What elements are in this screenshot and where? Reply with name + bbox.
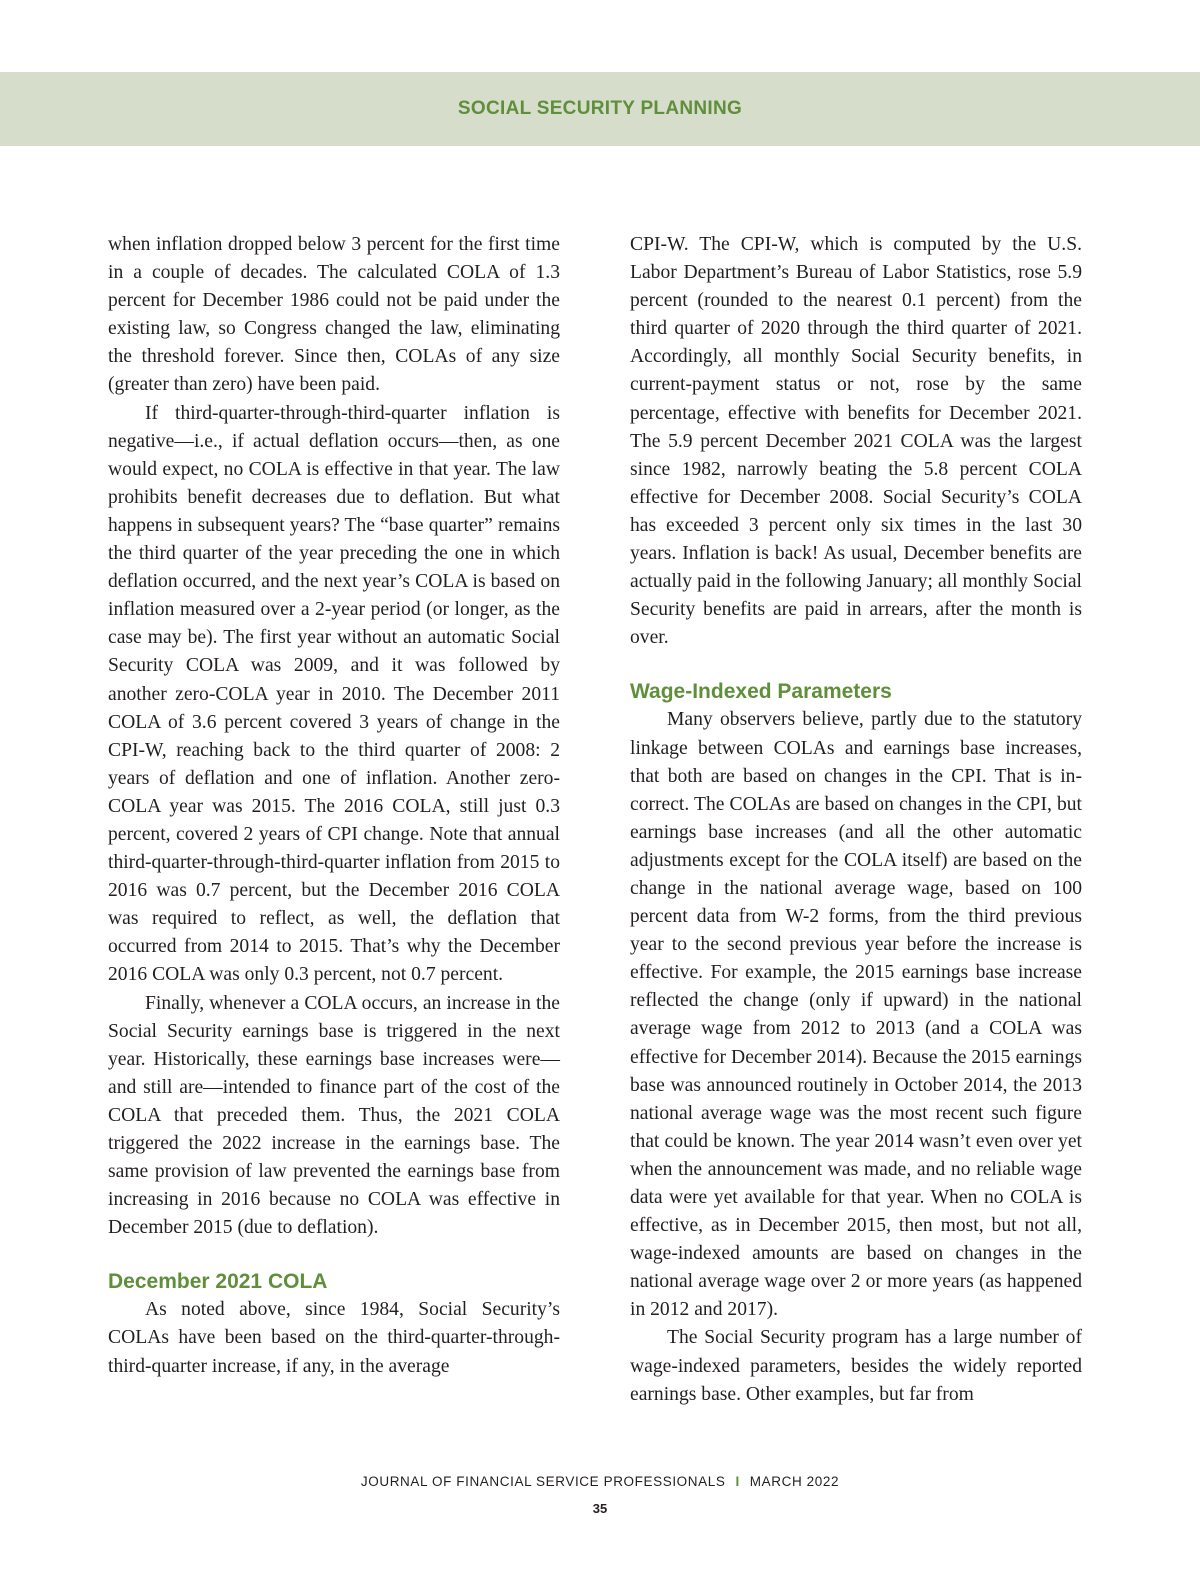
left-column [108, 231, 560, 1381]
page-footer [0, 1474, 1200, 1489]
issue-date: MARCH 2022 [749, 1474, 840, 1489]
paragraph: when inflation dropped below 3 percent for the first time in a couple of decades. The calculated COLA of 1.3 percent for December 1986 could not be paid under the existing law, so Congress changed the law, eliminating the threshold forever. Since then, COLAs of any size (greater than zero) have been paid. [108, 234, 560, 396]
paragraph: If third-quarter-through-third-quarter inflation is negative—i.e., if actual deflation occurs—then, as one would expect, no COLA is effective in that year. The law prohibits benefit decreases due to deflation. But what happens in subsequent years? The “base quarter” remains the third quarter of the year preceding the one in which deflation occurred, and the next year’s COLA is based on inflation measured over a 2-year period (or longer, as the case may be). The first year without an automatic Social Security COLA was 2009, and it was followed by another zero-COLA year in 2010. The December 2011 COLA of 3.6 percent covered 3 years of change in the CPI-W, reaching back to the third quarter of 2008: 2 years of deflation and one of inflation. Another zero-COLA year was 2015. The 2016 COLA, still just 0.3 percent, covered 2 years of CPI change. Note that annual third-quarter-through-third-quarter inflation from 2015 to 2016 was 0.7 percent, but the December 2016 COLA was required to reflect, as well, the deflation that occurred from 2014 to 2015. That’s why the December 2016 COLA was only 0.3 percent, not 0.7 percent. [108, 402, 560, 986]
right-column [630, 231, 1082, 1409]
paragraph: As noted above, since 1984, Social Security’s COLAs have been based on the third-quarter-through-third-quarter increase, if any, in the average [108, 1299, 560, 1377]
footer-separator: I [735, 1474, 740, 1489]
section-heading: Wage-Indexed Parameters [630, 680, 892, 704]
section-title: SOCIAL SECURITY PLANNING [457, 98, 743, 119]
page-number: 35 [592, 1501, 608, 1516]
section-header-band [0, 72, 1200, 146]
paragraph: Finally, whenever a COLA occurs, an increase in the Social Security earnings base is triggered in the next year. Historically, these earnings base increases were—and still are—intended to finance part of the cost of the COLA that preceded them. Thus, the 2021 COLA triggered the 2022 increase in the earnings base. The same provision of law prevented the earnings base from increasing in 2016 because no COLA was effective in December 2015 (due to deflation). [108, 992, 560, 1239]
paragraph: The Social Security program has a large number of wage-indexed parameters, besides the widely reported earnings base. Other examples, but far from [630, 1327, 1082, 1405]
journal-name: JOURNAL OF FINANCIAL SERVICE PROFESSIONALS [360, 1474, 726, 1489]
section-heading: December 2021 COLA [108, 1270, 328, 1294]
paragraph: Many observers believe, partly due to the statutory linkage between COLAs and earnings base increases, that both are based on changes in the CPI. That is incorrect. The COLAs are based on changes in the CPI, but earnings base increases (and all the other automatic adjustments except for the COLA itself) are based on the change in the national average wage, based on 100 percent data from W-2 forms, from the third previous year to the second previous year before the increase is effective. For example, the 2015 earnings base increase reflected the change (only if upward) in the national average wage from 2012 to 2013 (and a COLA was effective for December 2014). Because the 2015 earnings base was announced routinely in October 2014, the 2013 national average wage was the most recent such figure that could be known. The year 2014 wasn’t even over yet when the announcement was made, and no reliable wage data were yet available for that year. When no COLA is effective, as in December 2015, then most, but not all, wage-indexed amounts are based on changes in the national average wage over 2 or more years (as happened in 2012 and 2017). [630, 709, 1082, 1321]
paragraph: CPI-W. The CPI-W, which is computed by the U.S. Labor Department’s Bureau of Labor Statistics, rose 5.9 percent (rounded to the nearest 0.1 percent) from the third quarter of 2020 through the third quarter of 2021. Accordingly, all monthly Social Security benefits, in current-payment status or not, rose by the same percentage, effective with benefits for December 2021. The 5.9 percent December 2021 COLA was the largest since 1982, narrowly beating the 5.8 percent COLA effective for December 2008. Social Security’s COLA has exceeded 3 percent only six times in the last 30 years. Inflation is back! As usual, December benefits are actually paid in the following January; all monthly Social Security benefits are paid in arrears, after the month is over. [630, 234, 1082, 649]
